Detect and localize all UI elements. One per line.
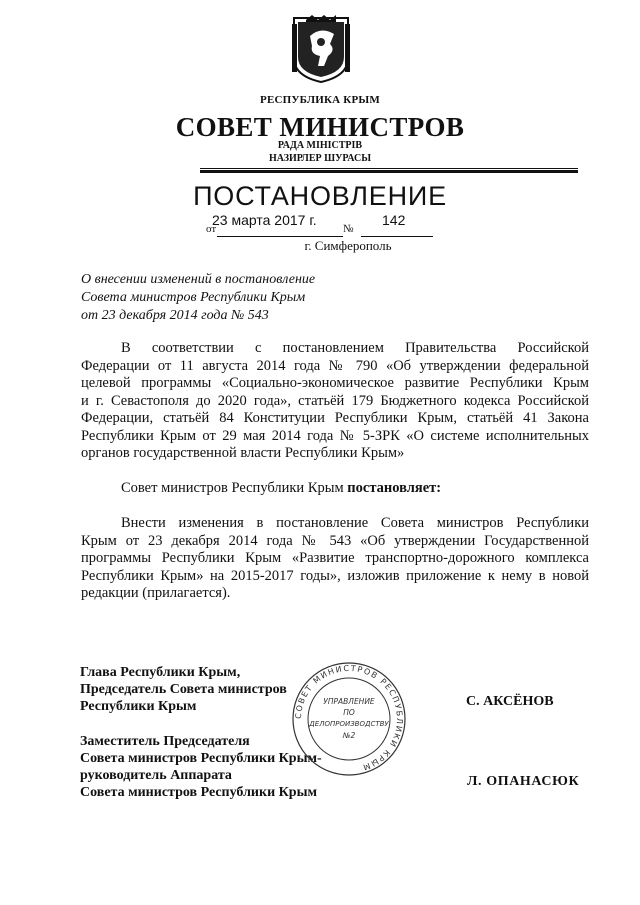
stamp-line: УПРАВЛЕНИЕ bbox=[323, 697, 375, 706]
signatory-line: Совета министров Республики Крым bbox=[80, 785, 318, 800]
crimea-coat-of-arms-icon bbox=[290, 14, 352, 84]
decree-subject bbox=[81, 271, 315, 325]
stamp-ring-text: СОВЕТ МИНИСТРОВ РЕСПУБЛИКИ КРЫМ bbox=[293, 663, 405, 773]
subject-line: от 23 декабря 2014 года № 543 bbox=[81, 308, 269, 323]
signatory-line: руководитель Аппарата bbox=[80, 768, 232, 783]
number-underline bbox=[361, 236, 433, 237]
paragraph-line: Крым от 23 декабря 2014 года № 543 «Об утверждении Государственной bbox=[81, 532, 589, 549]
council-heading: СОВЕТ МИНИСТРОВ bbox=[175, 112, 465, 142]
paragraph-line: В соответствии с постановлением Правительства Российской bbox=[121, 340, 589, 356]
date-label: от bbox=[206, 223, 217, 235]
paragraph-line: Республики Крым от 29 мая 2014 года № 5-ЗРК «О системе исполнительных bbox=[81, 427, 589, 444]
resolution-text: Совет министров Республики Крым bbox=[121, 480, 348, 496]
rada-heading: РАДА МІНІСТРІВ bbox=[277, 140, 363, 151]
resolution-line bbox=[81, 480, 589, 498]
paragraph-line: целевой программы «Социально-экономическое развитие Республики Крым bbox=[81, 375, 589, 391]
paragraph-line: Федерации от 11 августа 2014 года № 790 «Об утверждении федеральной bbox=[81, 357, 589, 374]
resolution-keyword: постановляет: bbox=[347, 480, 442, 496]
subject-line: Совета министров Республики Крым bbox=[81, 290, 306, 305]
subject-line: О внесении изменений в постановление bbox=[81, 272, 316, 287]
document-title: ПОСТАНОВЛЕНИЕ bbox=[193, 181, 447, 211]
decree-number: 142 bbox=[382, 212, 406, 228]
signatory-line: Совета министров Республики Крым- bbox=[80, 751, 322, 766]
number-label: № bbox=[343, 223, 354, 235]
paragraph-line: редакции (прилагается). bbox=[81, 585, 231, 601]
decree-date: 23 марта 2017 г. bbox=[212, 212, 317, 228]
paragraph-line: программы Республики Крым «Развитие транспортно-дорожного комплекса bbox=[81, 550, 589, 566]
stamp-line: ДЕЛОПРОИЗВОДСТВУ bbox=[309, 720, 389, 728]
header-divider-thick bbox=[200, 170, 578, 173]
paragraph-line: Федерации, статьёй 84 Конституции Республики Крым, статьёй 41 Закона bbox=[81, 410, 589, 426]
operative-paragraph bbox=[81, 515, 589, 603]
signatory-head-name: С. АКСЁНОВ bbox=[466, 694, 554, 709]
official-stamp bbox=[290, 660, 408, 778]
date-underline bbox=[217, 236, 343, 237]
signatory-line: Председатель Совета министров bbox=[80, 682, 287, 697]
svg-text:СОВЕТ МИНИСТРОВ РЕСПУБЛИКИ КРЫ bbox=[294, 664, 404, 772]
stamp-line: №2 bbox=[342, 731, 356, 740]
nazirler-heading: НАЗИРЛЕР ШУРАСЫ bbox=[268, 153, 372, 164]
paragraph-line: и г. Севастополя до 2020 года», статьёй 179 Бюджетного кодекса Российской bbox=[81, 392, 589, 409]
signatory-line: Глава Республики Крым, bbox=[80, 665, 241, 680]
stamp-line: ПО bbox=[343, 708, 355, 717]
signatory-head-title bbox=[80, 664, 287, 715]
paragraph-line: органов государственной власти Республики Крым» bbox=[81, 445, 405, 461]
paragraph-line: Республики Крым» на 2015-2017 годы», изложив приложение к нему в новой bbox=[81, 567, 589, 584]
republic-heading: РЕСПУБЛИКА КРЫМ bbox=[260, 94, 380, 106]
signatory-line: Республики Крым bbox=[80, 699, 197, 714]
header-divider-thin bbox=[200, 168, 578, 169]
paragraph-line: Внести изменения в постановление Совета министров Республики bbox=[121, 515, 589, 531]
signatory-deputy-title bbox=[80, 733, 322, 801]
signatory-line: Заместитель Председателя bbox=[80, 734, 250, 749]
signatory-deputy-name: Л. ОПАНАСЮК bbox=[467, 774, 580, 789]
city-label: г. Симферополь bbox=[304, 238, 392, 253]
preamble-paragraph bbox=[81, 340, 589, 463]
